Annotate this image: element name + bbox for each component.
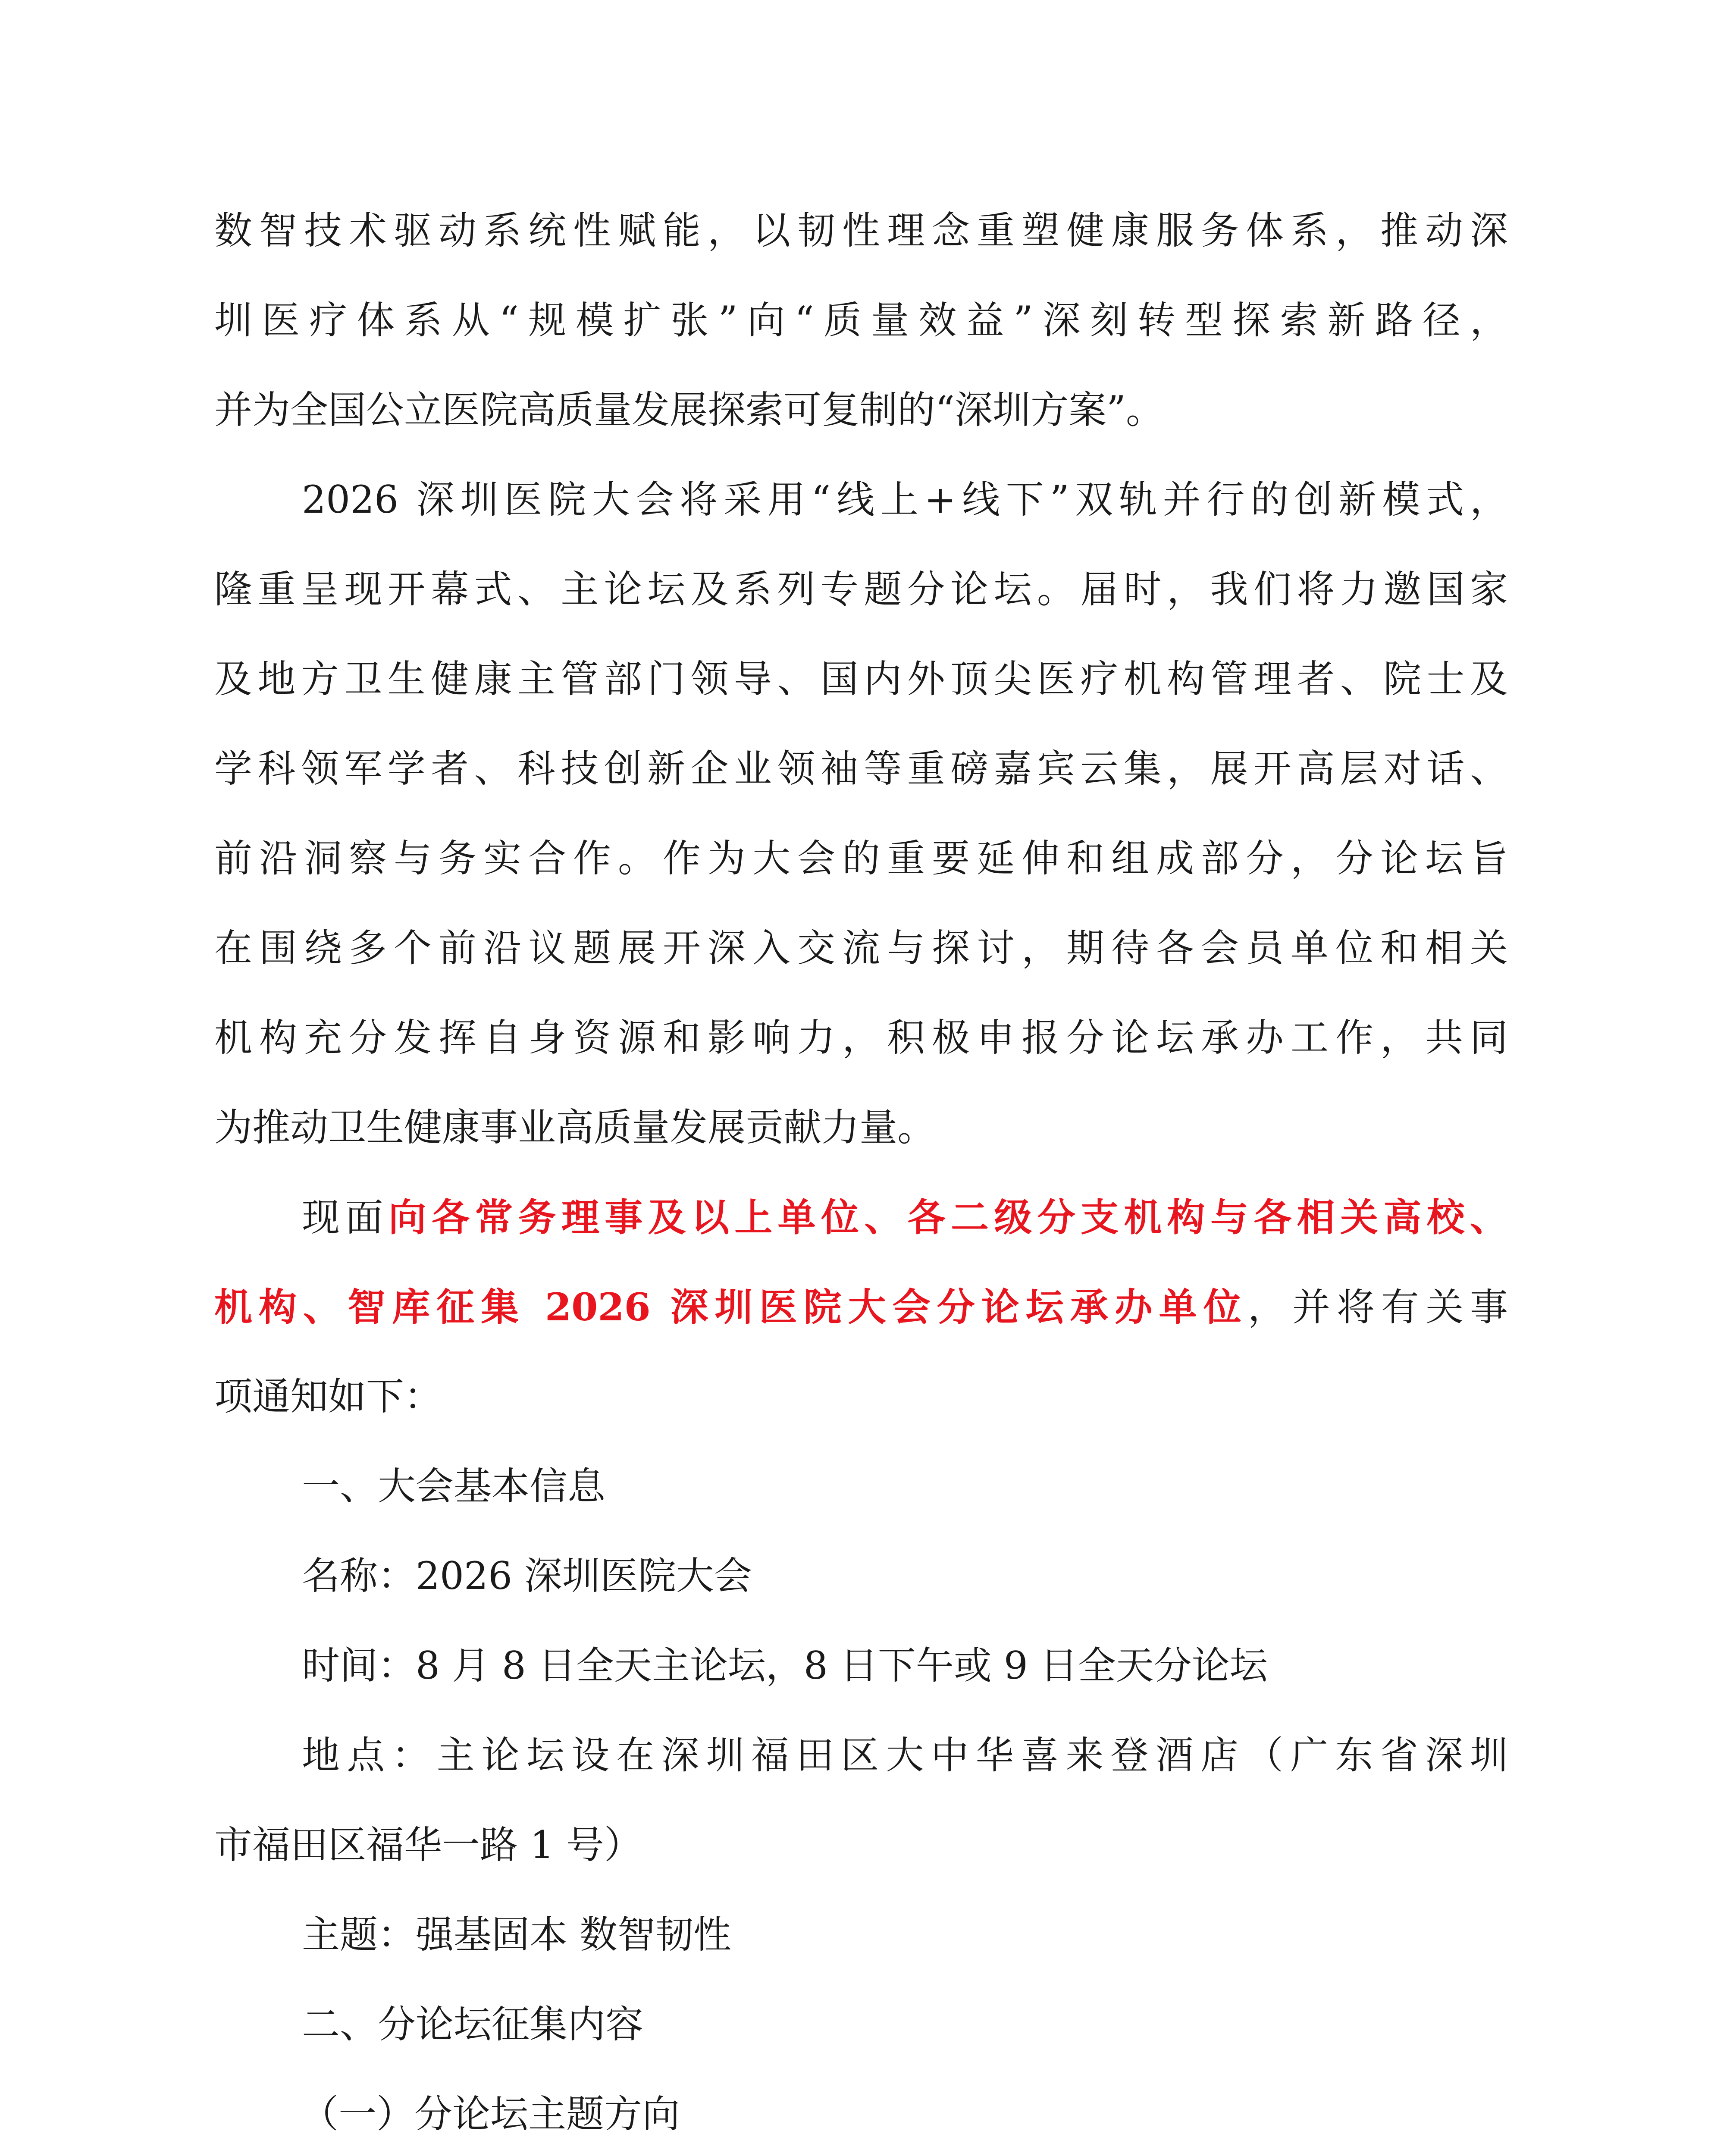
conference-theme: 主题：强基固本 数智韧性: [302, 1912, 731, 1957]
paragraph-1-line-1: 数智技术驱动系统性赋能，以韧性理念重塑健康服务体系，推动深: [214, 208, 1508, 253]
paragraph-2-line-3: 及地方卫生健康主管部门领导、国内外顶尖医疗机构管理者、院士及: [214, 657, 1508, 701]
paragraph-2-line-8: 为推动卫生健康事业高质量发展贡献力量。: [214, 1105, 936, 1150]
paragraph-1-line-3: 并为全国公立医院高质量发展探索可复制的“深圳方案”。: [214, 388, 1164, 432]
paragraph-1-line-2: 圳医疗体系从“规模扩张”向“质量效益”深刻转型探索新路径，: [214, 298, 1508, 342]
paragraph-3-line-1: [302, 1185, 1508, 1250]
paragraph-3-highlight-2: 机构、智库征集 2026 深圳医院大会分论坛承办单位: [214, 1285, 1248, 1329]
paragraph-2-line-6: 在围绕多个前沿议题展开深入交流与探讨，期待各会员单位和相关: [214, 926, 1508, 970]
conference-name: 名称：2026 深圳医院大会: [302, 1554, 752, 1598]
conference-location-line-2: 市福田区福华一路 1 号）: [214, 1823, 642, 1867]
paragraph-2-line-2: 隆重呈现开幕式、主论坛及系列专题分论坛。届时，我们将力邀国家: [214, 567, 1508, 611]
paragraph-2-line-4: 学科领军学者、科技创新企业领袖等重磅嘉宾云集，展开高层对话、: [214, 746, 1508, 791]
paragraph-3-line-2: [214, 1275, 1508, 1339]
paragraph-2-line-7: 机构充分发挥自身资源和影响力，积极申报分论坛承办工作，共同: [214, 1015, 1508, 1060]
paragraph-3-prefix: 现面: [302, 1195, 389, 1240]
section-2-subheading-1: （一）分论坛主题方向: [301, 2092, 680, 2136]
paragraph-2-line-1: 2026 深圳医院大会将采用“线上+线下”双轨并行的创新模式，: [302, 477, 1508, 522]
paragraph-2-line-5: 前沿洞察与务实合作。作为大会的重要延伸和组成部分，分论坛旨: [214, 836, 1508, 881]
paragraph-3-suffix: ，并将有关事: [1247, 1285, 1508, 1329]
section-2-heading: 二、分论坛征集内容: [302, 2002, 644, 2046]
paragraph-3-highlight-1: 向各常务理事及以上单位、各二级分支机构与各相关高校、: [388, 1195, 1508, 1240]
section-1-heading: 一、大会基本信息: [302, 1464, 606, 1508]
conference-location-line-1: 地点：主论坛设在深圳福田区大中华喜来登酒店（广东省深圳: [302, 1733, 1508, 1777]
paragraph-3-line-3: 项通知如下：: [214, 1374, 442, 1419]
conference-time: 时间：8 月 8 日全天主论坛，8 日下午或 9 日全天分论坛: [302, 1643, 1268, 1688]
